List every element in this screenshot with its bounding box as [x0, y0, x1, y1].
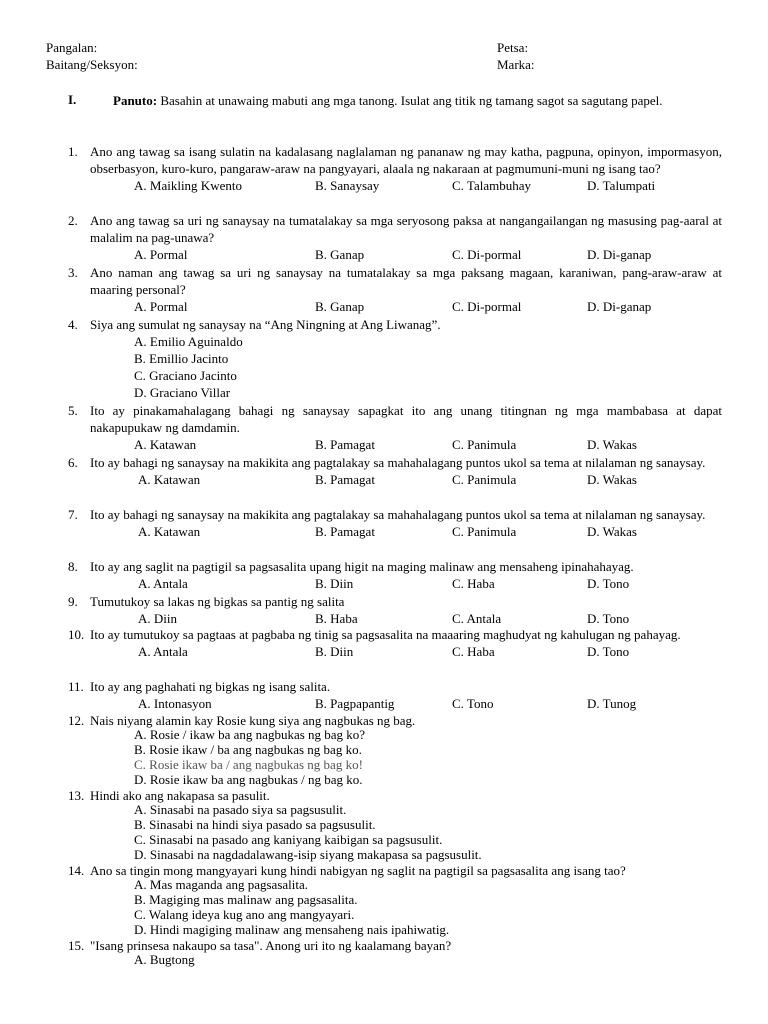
date-label: Petsa:	[497, 40, 529, 55]
option-a[interactable]: A. Pormal	[134, 299, 188, 314]
option-d[interactable]: D. Tunog	[587, 696, 637, 711]
question-text: Ito ay bahagi ng sanaysay na makikita ang pagtalakay sa mahahalagang puntos ukol sa tema at nilalaman ng sanaysay.	[90, 455, 706, 470]
question-9	[68, 593, 722, 627]
question-number: 11.	[68, 679, 84, 694]
option-b[interactable]: B. Pamagat	[315, 437, 375, 452]
question-5	[68, 402, 722, 453]
question-number: 15.	[68, 938, 85, 953]
options-row	[68, 246, 722, 263]
option-b[interactable]: B. Ganap	[315, 299, 365, 314]
option-b[interactable]: B. Ganap	[315, 247, 365, 262]
options-list	[134, 727, 722, 787]
question-3	[68, 264, 722, 315]
instructions	[113, 92, 721, 109]
option-b[interactable]: B. Sinasabi na hindi siya pasado sa pagsusulit.	[134, 817, 376, 832]
instruction-text: Basahin at unawaing mabuti ang mga tanong. Isulat ang titik ng tamang sagot sa sagutang papel.	[160, 93, 663, 108]
option-d[interactable]: D. Di-ganap	[587, 247, 652, 262]
question-text: "Isang prinsesa nakaupo sa tasa". Anong uri ito ng kaalamang bayan?	[90, 938, 452, 953]
option-c[interactable]: C. Rosie ikaw ba / ang nagbukas ng bag ko!	[134, 757, 363, 772]
question-text: Nais niyang alamin kay Rosie kung siya ang nagbukas ng bag.	[90, 713, 416, 728]
option-b[interactable]: B. Haba	[315, 611, 358, 626]
option-d[interactable]: D. Wakas	[587, 472, 637, 487]
question-number: 8.	[68, 559, 78, 574]
option-a[interactable]: A. Sinasabi na pasado siya sa pagsusulit.	[134, 802, 347, 817]
option-b[interactable]: B. Pagpapantig	[315, 696, 395, 711]
option-b[interactable]: B. Diin	[315, 644, 354, 659]
option-d[interactable]: D. Hindi magiging malinaw ang mensaheng nais ipahiwatig.	[134, 922, 450, 937]
options-row	[68, 575, 722, 592]
question-14	[68, 862, 722, 937]
option-a[interactable]: A. Rosie / ikaw ba ang nagbukas ng bag ko?	[134, 727, 366, 742]
question-number: 12.	[68, 713, 85, 728]
option-b[interactable]: B. Rosie ikaw / ba ang nagbukas ng bag ko.	[134, 742, 362, 757]
options-list	[134, 877, 722, 937]
option-c[interactable]: C. Tono	[452, 696, 494, 711]
question-13	[68, 787, 722, 862]
question-text: Ano ang tawag sa isang sulatin na kadalasang naglalaman ng pananaw ng may katha, pagpuna, opinyon, impormasyon, obserbasyon, kuro-kuro, pangaraw-araw na pangyayari, alaala ng nakaraan at pagmumuni-muni ng isang tao?	[90, 144, 722, 176]
option-a[interactable]: A. Maikling Kwento	[134, 178, 242, 193]
question-text: Ito ay tumutukoy sa pagtaas at pagbaba ng tinig sa pagsasalita na maaaring maghudyat ng kahulugan ng pahayag.	[90, 627, 681, 642]
question-number: 10.	[68, 627, 85, 642]
options-list	[134, 333, 722, 401]
option-a[interactable]: A. Emilio Aguinaldo	[134, 334, 243, 349]
question-number: 1.	[68, 144, 78, 159]
question-text: Ano ang tawag sa uri ng sanaysay na tumatalakay sa mga seryosong paksa at nangangailangan ng masusing pag-aaral at malalim na pag-unawa?	[90, 213, 722, 245]
option-c[interactable]: C. Panimula	[452, 472, 517, 487]
option-c[interactable]: C. Panimula	[452, 524, 517, 539]
question-number: 9.	[68, 594, 78, 609]
options-row	[68, 643, 722, 660]
option-c[interactable]: C. Talambuhay	[452, 178, 532, 193]
question-number: 14.	[68, 863, 85, 878]
option-c[interactable]: C. Di-pormal	[452, 247, 522, 262]
instruction-label: Panuto:	[113, 93, 158, 108]
options-list	[134, 952, 722, 967]
options-row	[68, 298, 722, 315]
option-a[interactable]: A. Bugtong	[134, 952, 195, 967]
option-b[interactable]: B. Sanaysay	[315, 178, 380, 193]
section-number: I.	[68, 92, 77, 107]
question-1	[68, 143, 722, 194]
option-c[interactable]: C. Graciano Jacinto	[134, 368, 237, 383]
question-15	[68, 937, 722, 967]
option-a[interactable]: A. Mas maganda ang pagsasalita.	[134, 877, 309, 892]
question-text: Ito ay pinakamahalagang bahagi ng sanaysay sapagkat ito ang unang titingnan ng mga mambabasa at dapat nakapupukaw ng damdamin.	[90, 403, 722, 435]
question-text: Siya ang sumulat ng sanaysay na “Ang Ningning at Ang Liwanag”.	[90, 317, 441, 332]
question-12	[68, 712, 722, 787]
options-list	[134, 802, 722, 862]
options-row	[68, 471, 722, 488]
question-4	[68, 316, 722, 401]
grade-section-label: Baitang/Seksyon:	[46, 57, 138, 72]
question-8	[68, 558, 722, 592]
option-d[interactable]: D. Talumpati	[587, 178, 656, 193]
option-b[interactable]: B. Emillio Jacinto	[134, 351, 229, 366]
question-7	[68, 506, 722, 540]
question-text: Ano sa tingin mong mangyayari kung hindi nabigyan ng saglit na pagtigil sa pagsasalita ang isang tao?	[90, 863, 626, 878]
option-a[interactable]: A. Intonasyon	[138, 696, 212, 711]
option-d[interactable]: D. Wakas	[587, 437, 637, 452]
option-d[interactable]: D. Di-ganap	[587, 299, 652, 314]
option-c[interactable]: C. Haba	[452, 576, 495, 591]
option-a[interactable]: A. Katawan	[134, 437, 197, 452]
option-d[interactable]: D. Sinasabi na nagdadalawang-isip siyang makapasa sa pagsusulit.	[134, 847, 482, 862]
question-number: 4.	[68, 317, 78, 332]
name-label: Pangalan:	[46, 40, 98, 55]
option-d[interactable]: D. Wakas	[587, 524, 637, 539]
option-a[interactable]: A. Pormal	[134, 247, 188, 262]
option-c[interactable]: C. Walang ideya kug ano ang mangyayari.	[134, 907, 355, 922]
option-d[interactable]: D. Tono	[587, 611, 630, 626]
question-number: 5.	[68, 403, 78, 418]
question-number: 2.	[68, 213, 78, 228]
option-d[interactable]: D. Tono	[587, 576, 630, 591]
option-c[interactable]: C. Antala	[452, 611, 502, 626]
options-row	[68, 177, 722, 194]
option-c[interactable]: C. Sinasabi na pasado ang kaniyang kaibigan sa pagsusulit.	[134, 832, 443, 847]
option-d[interactable]: D. Graciano Villar	[134, 385, 231, 400]
question-number: 6.	[68, 455, 78, 470]
question-number: 3.	[68, 265, 78, 280]
options-row	[68, 436, 722, 453]
option-c[interactable]: C. Panimula	[452, 437, 517, 452]
options-row	[68, 610, 722, 627]
option-a[interactable]: A. Katawan	[138, 472, 201, 487]
options-row	[68, 695, 722, 712]
option-b[interactable]: B. Pamagat	[315, 472, 375, 487]
option-c[interactable]: C. Di-pormal	[452, 299, 522, 314]
options-row	[68, 523, 722, 540]
option-a[interactable]: A. Diin	[138, 611, 177, 626]
option-a[interactable]: A. Antala	[138, 644, 188, 659]
option-b[interactable]: B. Pamagat	[315, 524, 375, 539]
option-a[interactable]: A. Antala	[138, 576, 188, 591]
option-c[interactable]: C. Haba	[452, 644, 495, 659]
question-text: Ito ay bahagi ng sanaysay na makikita ang pagtalakay sa mahahalagang puntos ukol sa tema at nilalaman ng sanaysay.	[90, 507, 706, 522]
option-a[interactable]: A. Katawan	[138, 524, 201, 539]
question-text: Tumutukoy sa lakas ng bigkas sa pantig ng salita	[90, 594, 345, 609]
question-text: Ito ay ang saglit na pagtigil sa pagsasalita upang higit na maging malinaw ang mensaheng ipinahahayag.	[90, 559, 634, 574]
question-text: Ano naman ang tawag sa uri ng sanaysay na tumatalakay sa mga paksang magaan, karaniwan, pang-araw-araw at maaring personal?	[90, 265, 722, 297]
question-11	[68, 678, 722, 712]
option-b[interactable]: B. Magiging mas malinaw ang pagsasalita.	[134, 892, 358, 907]
question-number: 13.	[68, 788, 85, 803]
option-b[interactable]: B. Diin	[315, 576, 354, 591]
question-number: 7.	[68, 507, 78, 522]
score-label: Marka:	[497, 57, 535, 72]
question-6	[68, 454, 722, 488]
question-2	[68, 212, 722, 263]
question-text: Hindi ako ang nakapasa sa pasulit.	[90, 788, 270, 803]
question-text: Ito ay ang paghahati ng bigkas ng isang salita.	[90, 679, 331, 694]
question-10	[68, 626, 722, 660]
option-d[interactable]: D. Rosie ikaw ba ang nagbukas / ng bag ko.	[134, 772, 363, 787]
option-d[interactable]: D. Tono	[587, 644, 630, 659]
